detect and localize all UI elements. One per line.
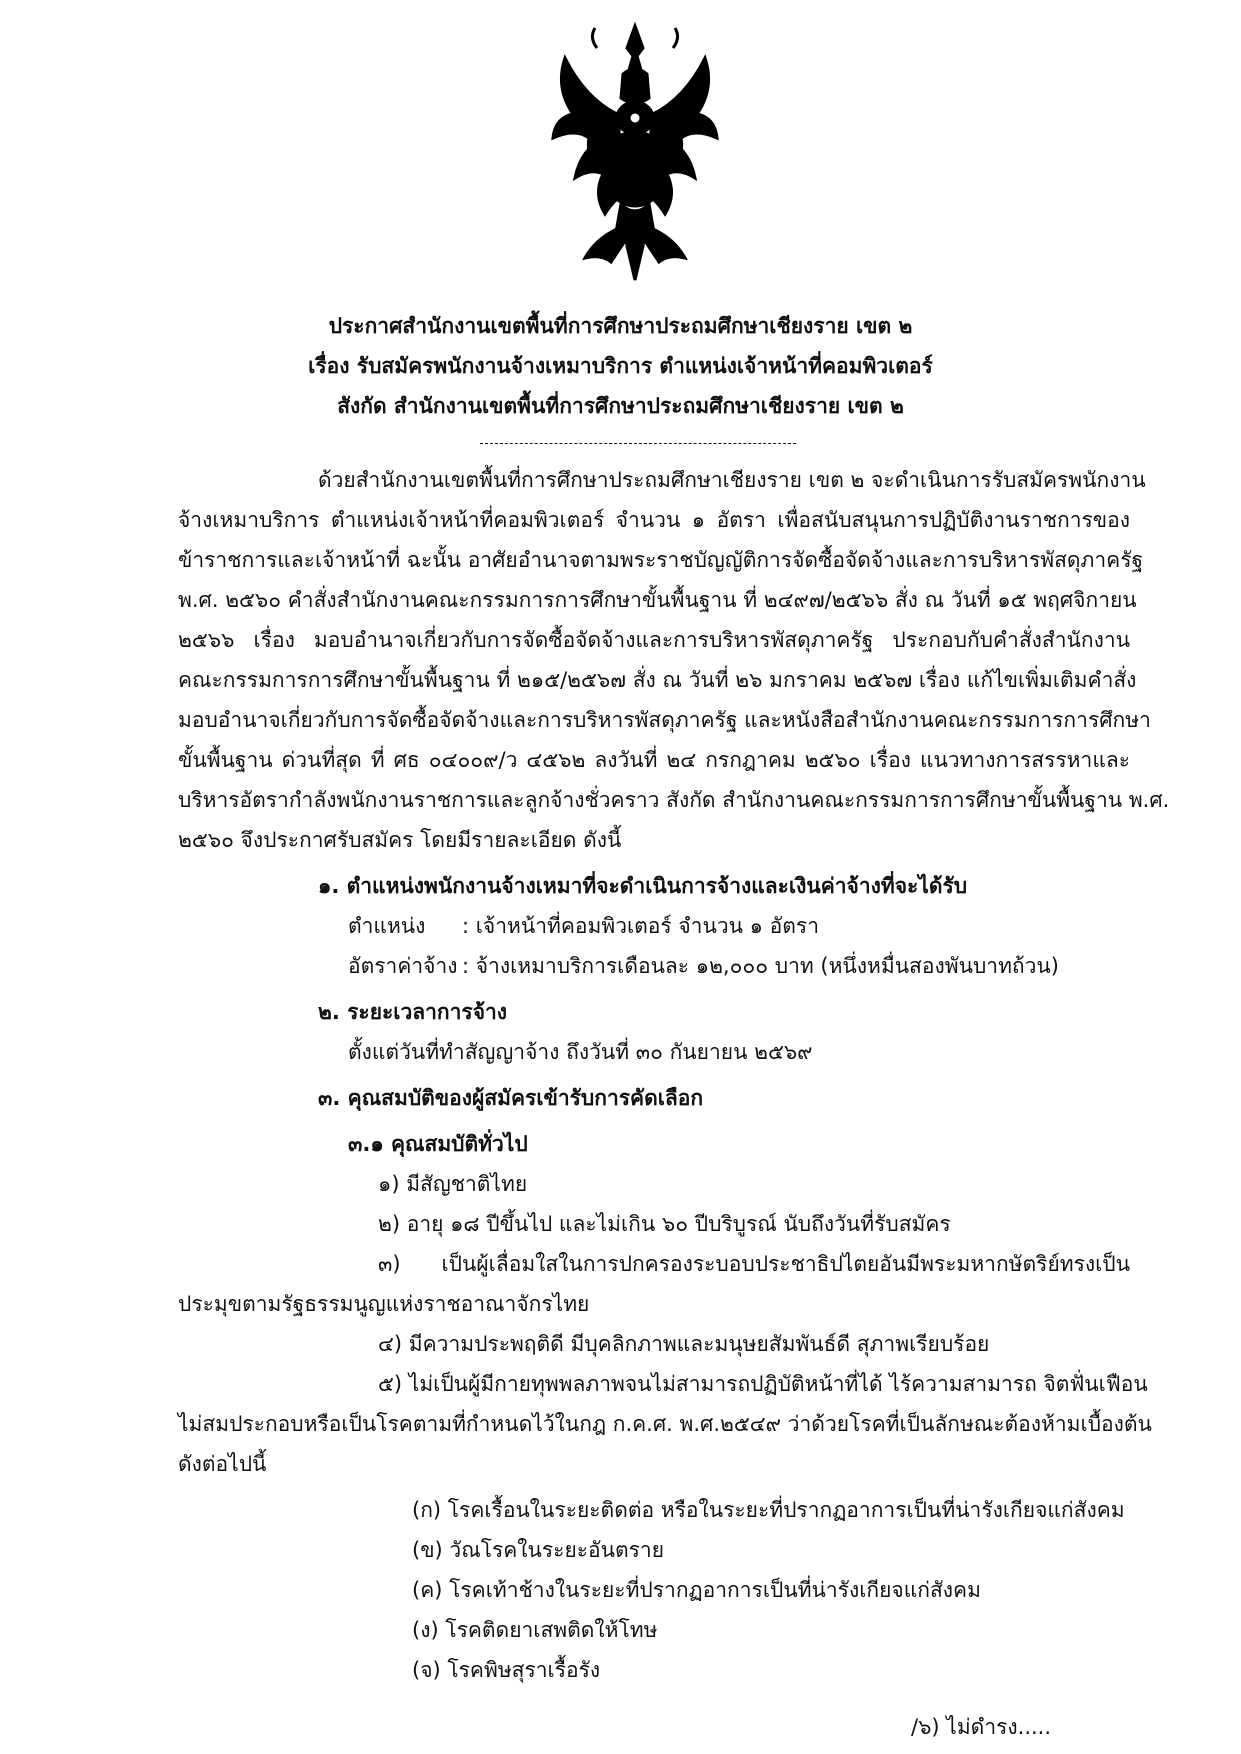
- disease-item-b: (ข) วัณโรคในระยะอันตราย: [412, 1538, 665, 1562]
- intro-line-8: ขั้นพื้นฐาน ด่วนที่สุด ที่ ศธ ๐๔๐๐๙/ว ๔๕๖๒ ลงวันที่ ๒๔ กรกฎาคม ๒๕๖๐ เรื่อง แนวทางการสรรหาและ: [178, 748, 1131, 772]
- wage-value: : จ้างเหมาบริการเดือนละ ๑๒,๐๐๐ บาท (หนึ่งหมื่นสองพันบาทถ้วน): [462, 954, 1059, 978]
- section-3-1-heading: ๓.๑ คุณสมบัติทั่วไป: [348, 1132, 528, 1156]
- section-3-heading: ๓. คุณสมบัติของผู้สมัครเข้ารับการคัดเลือก: [318, 1086, 704, 1110]
- section-2-text: ตั้งแต่วันที่ทำสัญญาจ้าง ถึงวันที่ ๓๐ กันยายน ๒๕๖๙: [348, 1040, 813, 1064]
- disease-item-d: (ง) โรคติดยาเสพติดให้โทษ: [412, 1618, 658, 1642]
- qualification-item-4: ๔) มีความประพฤติดี มีบุคลิกภาพและมนุษยสัมพันธ์ดี สุภาพเรียบร้อย: [378, 1332, 990, 1356]
- qualification-item-3-line-2: ประมุขตามรัฐธรรมนูญแห่งราชอาณาจักรไทย: [178, 1292, 590, 1316]
- disease-item-e: (จ) โรคพิษสุราเรื้อรัง: [412, 1658, 601, 1682]
- title-line-2: เรื่อง รับสมัครพนักงานจ้างเหมาบริการ ตำแหน่งเจ้าหน้าที่คอมพิวเตอร์: [308, 354, 933, 378]
- intro-line-9: บริหารอัตรากำลังพนักงานราชการและลูกจ้างชั่วคราว สังกัด สำนักงานคณะกรรมการการศึกษาขั้นพื้นฐาน พ.ศ.: [178, 788, 1170, 812]
- qualification-item-2: ๒) อายุ ๑๘ ปีขึ้นไป และไม่เกิน ๖๐ ปีบริบูรณ์ นับถึงวันที่รับสมัคร: [378, 1212, 951, 1236]
- intro-line-10: ๒๕๖๐ จึงประกาศรับสมัคร โดยมีรายละเอียด ดังนี้: [178, 828, 622, 852]
- page-continuation: /๖) ไม่ดำรง.....: [911, 1715, 1052, 1739]
- disease-item-a: (ก) โรคเรื้อนในระยะติดต่อ หรือในระยะที่ปรากฏอาการเป็นที่น่ารังเกียจแก่สังคม: [412, 1498, 1125, 1522]
- intro-line-2: จ้างเหมาบริการ ตำแหน่งเจ้าหน้าที่คอมพิวเตอร์ จำนวน ๑ อัตรา เพื่อสนับสนุนการปฏิบัติงานราชการของ: [178, 508, 1130, 532]
- qualification-item-5-line-1: ๕) ไม่เป็นผู้มีกายทุพพลภาพจนไม่สามารถปฏิบัติหน้าที่ได้ ไร้ความสามารถ จิตฟั่นเฟือน: [378, 1372, 1148, 1396]
- qualification-item-5-line-2: ไม่สมประกอบหรือเป็นโรคตามที่กำหนดไว้ในกฎ ก.ค.ศ. พ.ศ.๒๕๔๙ ว่าด้วยโรคที่เป็นลักษณะต้องห้ามเบื้องต้น: [178, 1412, 1152, 1436]
- garuda-emblem-icon: [545, 18, 725, 288]
- qualification-item-1: ๑) มีสัญชาติไทย: [378, 1172, 528, 1196]
- qualification-item-3-line-1: ๓) เป็นผู้เลื่อมใสในการปกครองระบอบประชาธิปไตยอันมีพระมหากษัตริย์ทรงเป็น: [378, 1252, 1130, 1276]
- intro-line-1: ด้วยสำนักงานเขตพื้นที่การศึกษาประถมศึกษาเชียงราย เขต ๒ จะดำเนินการรับสมัครพนักงาน: [318, 468, 1146, 492]
- intro-line-4: พ.ศ. ๒๕๖๐ คำสั่งสำนักงานคณะกรรมการการศึกษาขั้นพื้นฐาน ที่ ๒๔๙๗/๒๕๖๖ สั่ง ณ วันที่ ๑๕ พฤศจิกายน: [178, 588, 1137, 612]
- title-line-3: สังกัด สำนักงานเขตพื้นที่การศึกษาประถมศึกษาเชียงราย เขต ๒: [337, 394, 904, 418]
- position-value: : เจ้าหน้าที่คอมพิวเตอร์ จำนวน ๑ อัตรา: [462, 914, 819, 938]
- intro-line-5: ๒๕๖๖ เรื่อง มอบอำนาจเกี่ยวกับการจัดซื้อจัดจ้างและการบริหารพัสดุภาครัฐ ประกอบกับคำสั่งสำนักงาน: [178, 628, 1130, 652]
- intro-line-6: คณะกรรมการการศึกษาขั้นพื้นฐาน ที่ ๒๑๕/๒๕๖๗ สั่ง ณ วันที่ ๒๖ มกราคม ๒๕๖๗ เรื่อง แก้ไขเพิ่มเติมคำสั่ง: [178, 668, 1137, 692]
- intro-line-3: ข้าราชการและเจ้าหน้าที่ ฉะนั้น อาศัยอำนาจตามพระราชบัญญัติการจัดซื้อจัดจ้างและการบริหารพัสดุภาครัฐ: [178, 548, 1144, 572]
- disease-item-c: (ค) โรคเท้าช้างในระยะที่ปรากฏอาการเป็นที่น่ารังเกียจแก่สังคม: [412, 1578, 981, 1602]
- title-divider: [480, 443, 796, 444]
- intro-line-7: มอบอำนาจเกี่ยวกับการจัดซื้อจัดจ้างและการบริหารพัสดุภาครัฐ และหนังสือสำนักงานคณะกรรมการการศึกษา: [178, 708, 1151, 732]
- section-2-heading: ๒. ระยะเวลาการจ้าง: [318, 1000, 508, 1024]
- title-line-1: ประกาศสำนักงานเขตพื้นที่การศึกษาประถมศึกษาเชียงราย เขต ๒: [328, 314, 913, 338]
- qualification-item-5-line-3: ดังต่อไปนี้: [178, 1452, 267, 1476]
- wage-label: อัตราค่าจ้าง: [348, 954, 458, 978]
- section-1-heading: ๑. ตำแหน่งพนักงานจ้างเหมาที่จะดำเนินการจ้างและเงินค่าจ้างที่จะได้รับ: [318, 874, 968, 898]
- position-label: ตำแหน่ง: [348, 914, 426, 938]
